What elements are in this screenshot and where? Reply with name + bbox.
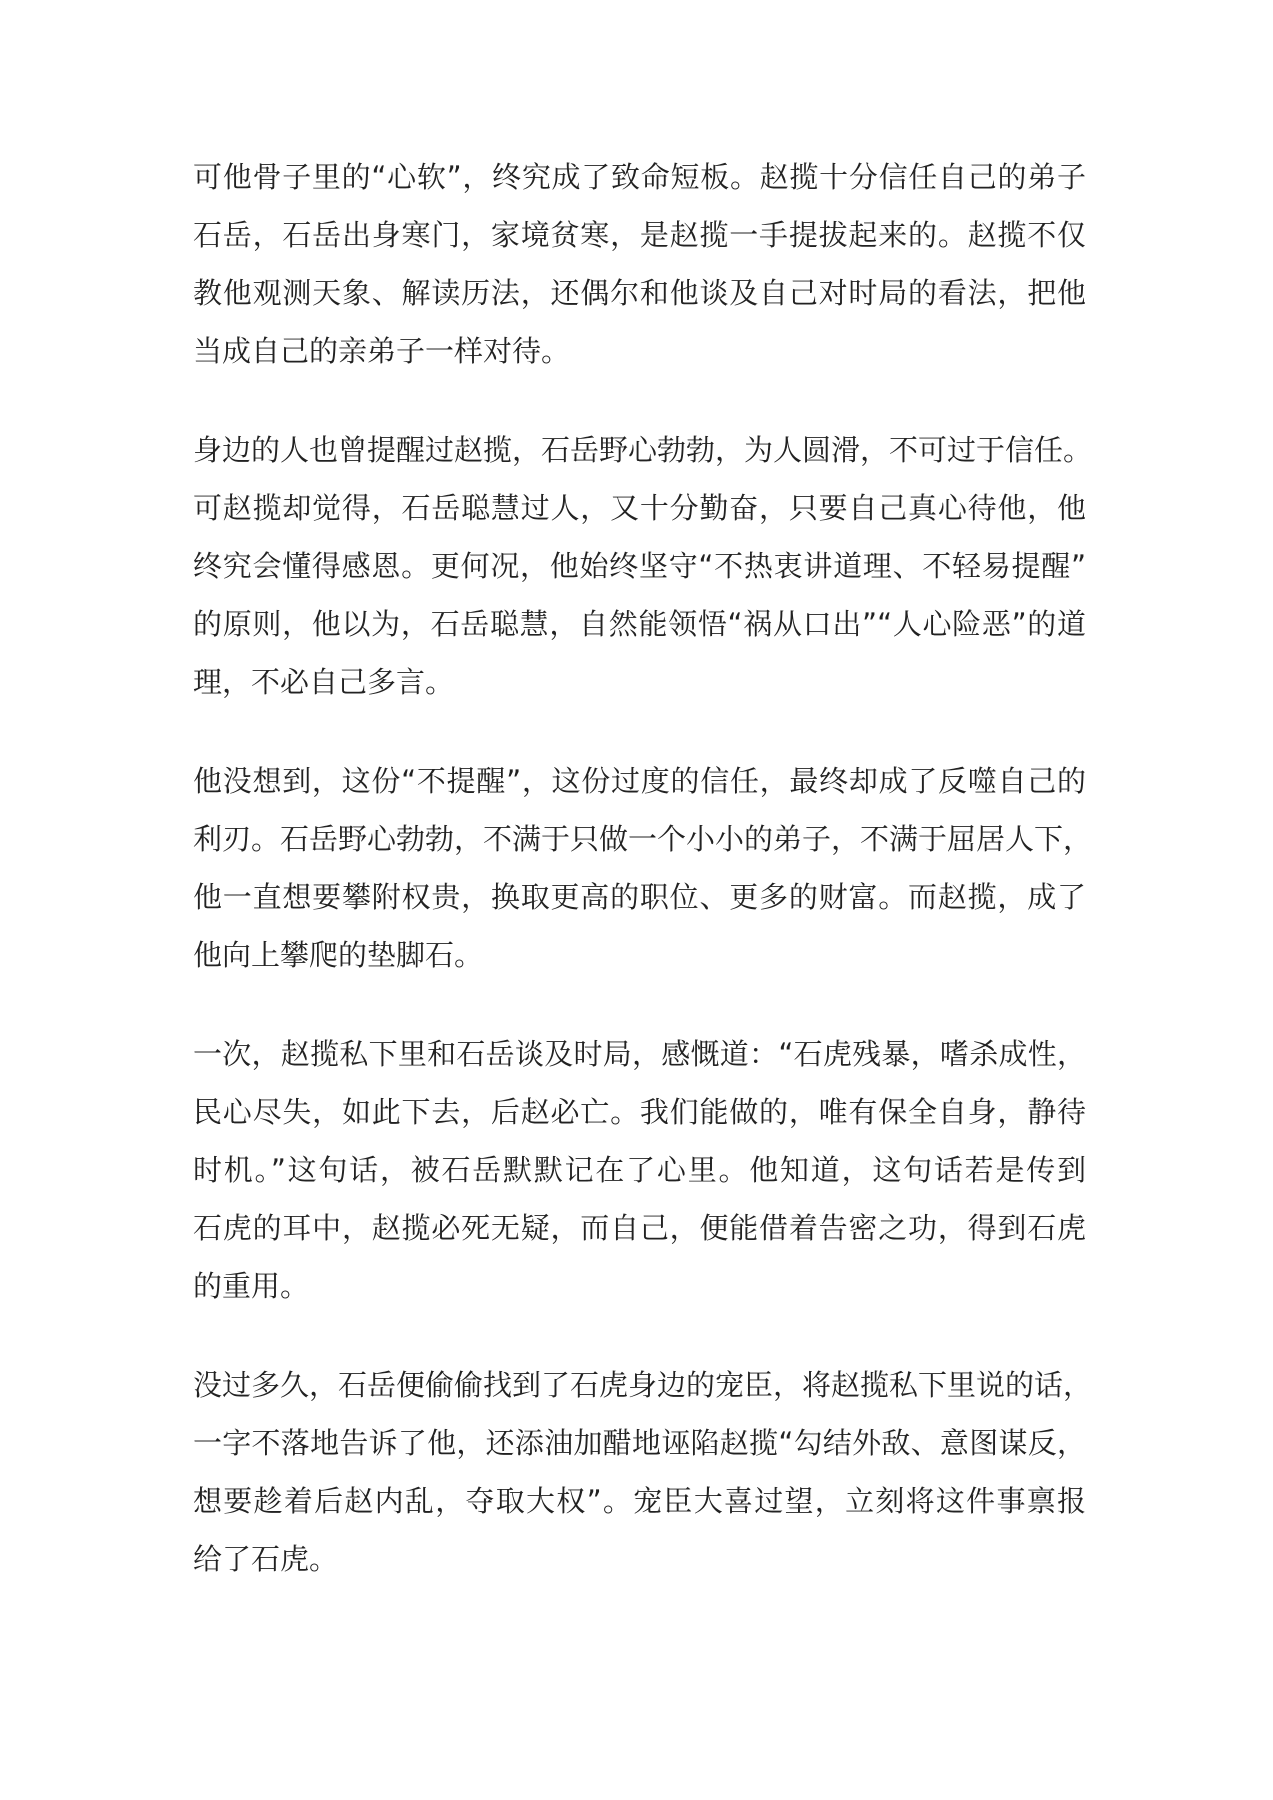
text-line: 可他骨子里的“心软”，终究成了致命短板。赵揽十分信任自己的弟子 — [193, 160, 1086, 194]
text-line: 利刃。石岳野心勃勃，不满于只做一个小小的弟子，不满于屈居人下， — [193, 822, 1093, 856]
text-line: 教他观测天象、解读历法，还偶尔和他谈及自己对时局的看法，把他 — [193, 276, 1086, 310]
text-line: 可赵揽却觉得，石岳聪慧过人，又十分勤奋，只要自己真心待他，他 — [193, 491, 1086, 525]
text-line: 一次，赵揽私下里和石岳谈及时局，感慨道：“石虎残暴，嗜杀成性， — [193, 1037, 1086, 1071]
text-line: 没过多久，石岳便偷偷找到了石虎身边的宠臣，将赵揽私下里说的话， — [193, 1368, 1093, 1402]
paragraph — [193, 752, 1093, 984]
text-line: 石岳，石岳出身寒门，家境贫寒，是赵揽一手提拔起来的。赵揽不仅 — [193, 218, 1086, 252]
paragraph — [193, 1025, 1086, 1315]
text-line: 民心尽失，如此下去，后赵必亡。我们能做的，唯有保全自身，静待 — [193, 1095, 1086, 1129]
text-line: 的原则，他以为，石岳聪慧，自然能领悟“祸从口出”“人心险恶”的道 — [193, 607, 1086, 641]
text-line: 他向上攀爬的垫脚石。 — [193, 938, 484, 972]
text-line: 石虎的耳中，赵揽必死无疑，而自己，便能借着告密之功，得到石虎 — [193, 1211, 1086, 1245]
text-line: 的重用。 — [193, 1269, 310, 1303]
text-line: 身边的人也曾提醒过赵揽，石岳野心勃勃，为人圆滑，不可过于信任。 — [193, 433, 1093, 467]
text-line: 想要趁着后赵内乱，夺取大权”。宠臣大喜过望，立刻将这件事禀报 — [193, 1484, 1086, 1518]
paragraph — [193, 148, 1086, 380]
text-line: 他没想到，这份“不提醒”，这份过度的信任，最终却成了反噬自己的 — [193, 764, 1086, 798]
article-body — [193, 148, 1093, 1629]
text-line: 理，不必自己多言。 — [193, 665, 455, 699]
paragraph — [193, 421, 1093, 711]
paragraph — [193, 1356, 1093, 1588]
text-line: 给了石虎。 — [193, 1542, 339, 1576]
text-line: 当成自己的亲弟子一样对待。 — [193, 334, 571, 368]
text-line: 他一直想要攀附权贵，换取更高的职位、更多的财富。而赵揽，成了 — [193, 880, 1086, 914]
text-line: 时机。”这句话，被石岳默默记在了心里。他知道，这句话若是传到 — [193, 1153, 1086, 1187]
text-line: 终究会懂得感恩。更何况，他始终坚守“不热衷讲道理、不轻易提醒” — [193, 549, 1086, 583]
text-line: 一字不落地告诉了他，还添油加醋地诬陷赵揽“勾结外敌、意图谋反， — [193, 1426, 1086, 1460]
